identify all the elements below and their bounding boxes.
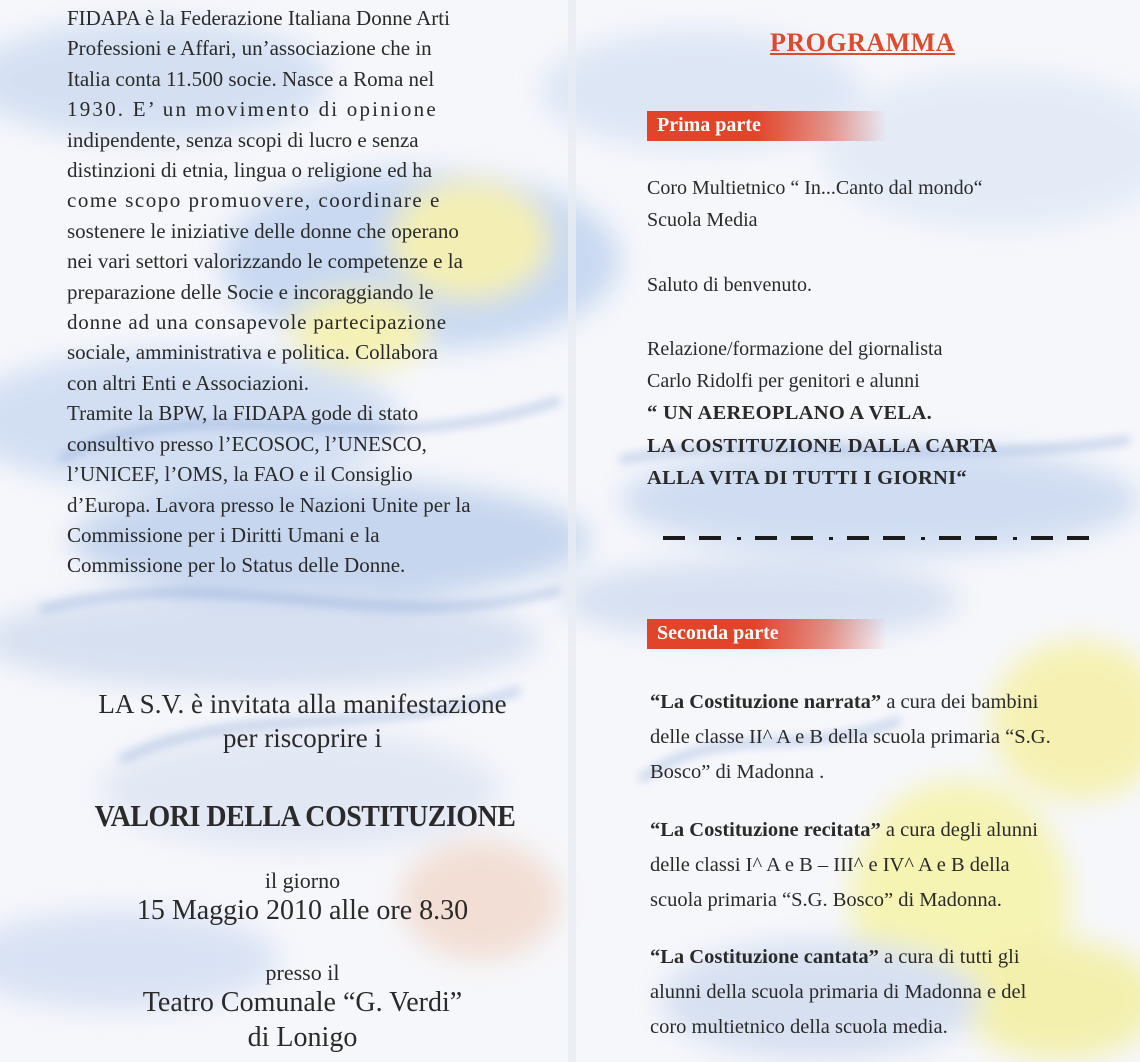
- intro-line: Professioni e Affari, un’associazione che in: [67, 36, 432, 61]
- intro-line: con altri Enti e Associazioni.: [67, 370, 310, 395]
- item-text: a cura degli alunni: [880, 819, 1038, 841]
- intro-line: 1930. E’ un movimento di opinione: [67, 97, 438, 122]
- intro-line: sostenere le iniziative delle donne che operano: [67, 218, 459, 243]
- venue-name: Teatro Comunale “G. Verdi”: [142, 987, 463, 1018]
- school-line: Scuola Media: [647, 209, 758, 231]
- item-text: alunni della scuola primaria di Madonna e del: [650, 981, 1027, 1003]
- talk-title-line-3: ALLA VITA DI TUTTI I GIORNI“: [647, 467, 967, 489]
- item-title: “La Costituzione recitata”: [650, 819, 881, 841]
- item-text: a cura dei bambini: [881, 691, 1039, 713]
- invite-line-2: per riscoprire i: [223, 723, 382, 753]
- item-text: delle classi I^ A e B – III^ e IV^ A e B della: [650, 854, 1010, 876]
- fidapa-description: [67, 3, 533, 581]
- program-item-recitata: [650, 813, 1116, 918]
- program-item-cantata: [650, 940, 1116, 1045]
- invite-line-1: LA S.V. è invitata alla manifestazione: [98, 689, 507, 719]
- talk-title-line-2: LA COSTITUZIONE DALLA CARTA: [647, 435, 998, 457]
- programma-heading: PROGRAMMA: [770, 28, 956, 57]
- intro-line: nei vari settori valorizzando le competenze e la: [67, 249, 463, 274]
- part-one-banner: [647, 111, 887, 141]
- intro-line: Commissione per i Diritti Umani e la: [67, 522, 380, 547]
- talk-title-line-1: “ UN AEREOPLANO A VELA.: [647, 402, 933, 424]
- intro-line: FIDAPA è la Federazione Italiana Donne Arti: [67, 6, 450, 30]
- intro-line: sociale, amministrativa e politica. Collabora: [67, 340, 438, 365]
- item-text: scuola primaria “S.G. Bosco” di Madonna.: [650, 889, 1002, 911]
- item-title: “La Costituzione narrata”: [650, 691, 882, 713]
- program-item-narrata: [650, 685, 1116, 790]
- intro-line: Italia conta 11.500 socie. Nasce a Roma nel: [67, 66, 435, 91]
- dashed-divider: [663, 534, 1103, 542]
- part-one-label: Prima parte: [657, 114, 761, 136]
- event-title: VALORI DELLA COSTITUZIONE: [94, 798, 516, 833]
- choir-line: Coro Multietnico “ In...Canto dal mondo“: [647, 177, 983, 199]
- talk-line-2: Carlo Ridolfi per genitori e alunni: [647, 370, 920, 392]
- intro-line: Tramite la BPW, la FIDAPA gode di stato: [67, 401, 419, 426]
- intro-line: Commissione per lo Status delle Donne.: [67, 553, 406, 578]
- event-date: 15 Maggio 2010 alle ore 8.30: [136, 895, 469, 926]
- talk-line-1: Relazione/formazione del giornalista: [647, 338, 943, 360]
- place-label: presso il: [265, 960, 340, 985]
- part-two-banner: [647, 619, 887, 649]
- item-text: delle classe II^ A e B della scuola primaria “S.G.: [650, 726, 1051, 748]
- date-label: il giorno: [264, 868, 341, 893]
- item-text: Bosco” di Madonna .: [650, 761, 825, 783]
- intro-line: l’UNICEF, l’OMS, la FAO e il Consiglio: [67, 462, 413, 487]
- intro-line: consultivo presso l’ECOSOC, l’UNESCO,: [67, 431, 427, 456]
- intro-line: distinzioni di etnia, lingua o religione ed ha: [67, 158, 433, 183]
- intro-line: preparazione delle Socie e incoraggiando le: [67, 279, 434, 304]
- part-two-label: Seconda parte: [657, 622, 779, 644]
- intro-line: come scopo promuovere, coordinare e: [67, 188, 441, 213]
- intro-line: donne ad una consapevole partecipazione: [67, 310, 447, 335]
- item-text: a cura di tutti gli: [878, 946, 1020, 968]
- intro-line: indipendente, senza scopi di lucro e senza: [67, 127, 419, 152]
- item-text: coro multietnico della scuola media.: [650, 1016, 948, 1038]
- item-title: “La Costituzione cantata”: [650, 946, 879, 968]
- intro-line: d’Europa. Lavora presso le Nazioni Unite per la: [67, 492, 471, 517]
- welcome-line: Saluto di benvenuto.: [647, 274, 812, 296]
- venue-city: di Lonigo: [247, 1022, 358, 1053]
